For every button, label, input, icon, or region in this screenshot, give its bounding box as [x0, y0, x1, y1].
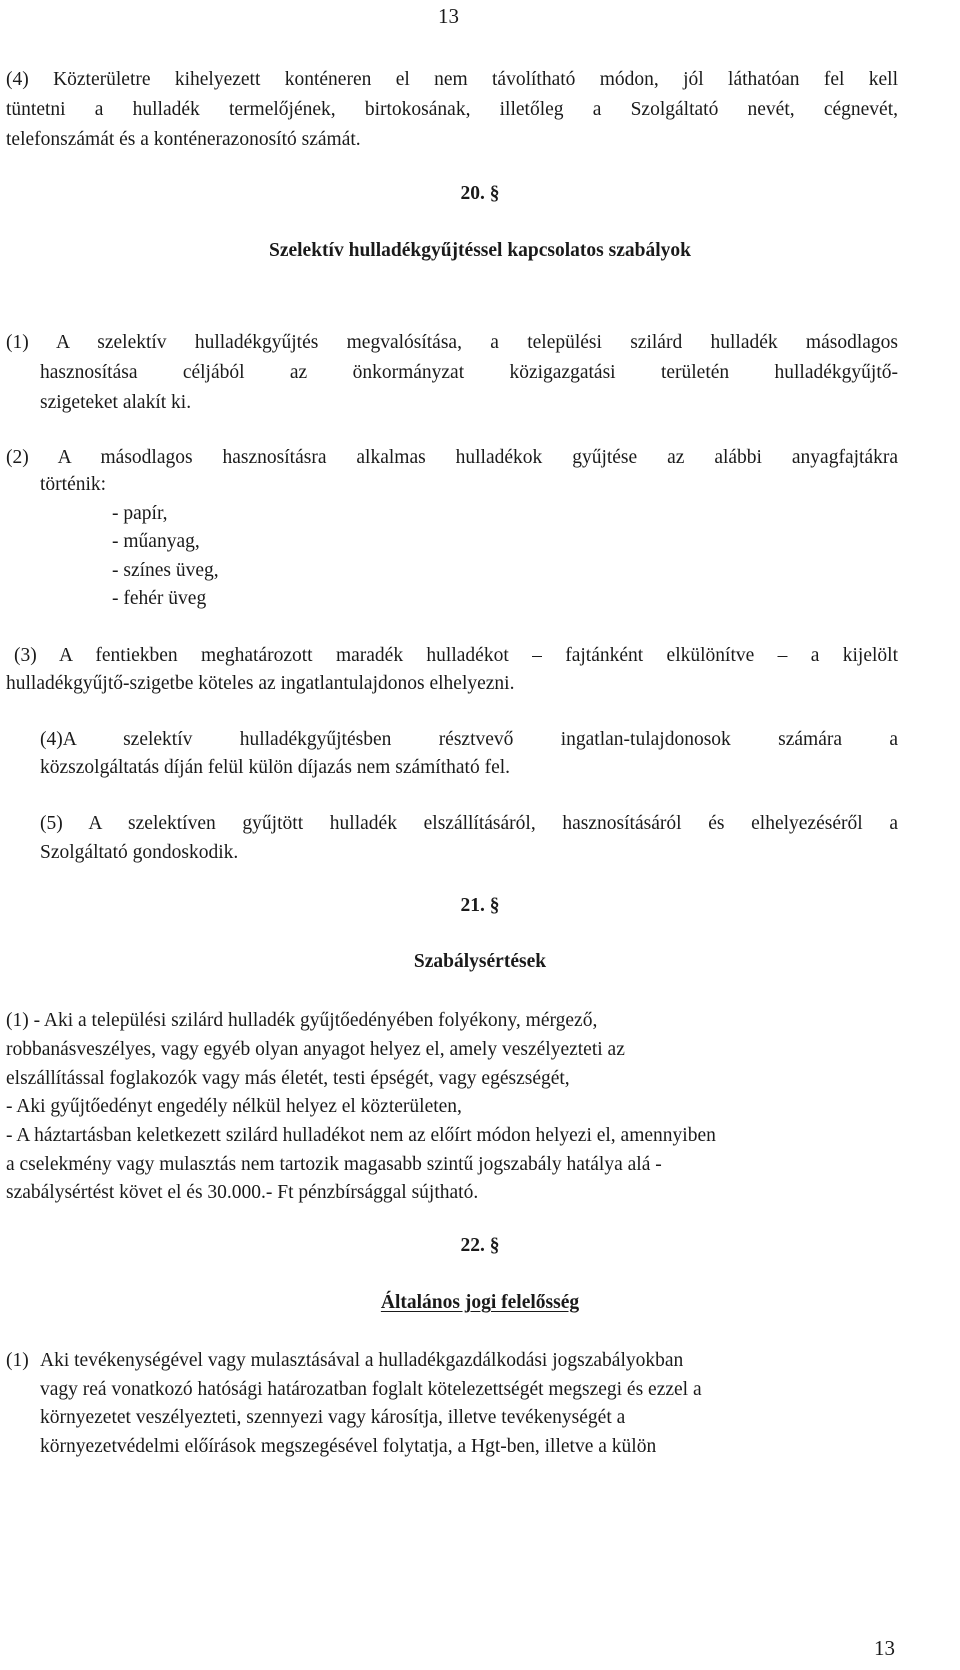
- s21-line: (1) - Aki a települési szilárd hulladék gyűjtőedényében folyékony, mérgező,: [6, 1010, 598, 1031]
- s20-p4-line-1: (4)A szelektív hulladékgyűjtésben résztvevő ingatlan-tulajdonosok számára a: [40, 729, 898, 750]
- s20-p2-line-2: történik:: [40, 474, 107, 495]
- section-21-title: Szabálysértések: [413, 951, 547, 972]
- s21-line: robbanásveszélyes, vagy egyéb olyan anyagot helyez el, amely veszélyezteti az: [6, 1039, 625, 1060]
- s20-p4-line-2: közszolgáltatás díján felül külön díjazás nem számítható fel.: [40, 757, 511, 778]
- s20-p2-list-item: - fehér üveg: [112, 588, 207, 609]
- section-22-title: [0, 1292, 960, 1314]
- s20-p3-line-2: hulladékgyűjtő-szigetbe köteles az ingatlantulajdonos elhelyezni.: [6, 673, 515, 694]
- s20-p2-line-1: (2) A másodlagos hasznosításra alkalmas hulladékok gyűjtése az alábbi anyagfajtákra: [6, 447, 898, 468]
- s20-p5-line-1: (5) A szelektíven gyűjtött hulladék elszállításáról, hasznosításáról és elhelyezéséről a: [40, 813, 898, 834]
- section-22-title-text: Általános jogi felelősség: [380, 1292, 580, 1313]
- s22-line: környezetet veszélyezteti, szennyezi vagy károsítja, illetve tevékenységét a: [40, 1407, 626, 1428]
- page-number-bottom: 13: [874, 1636, 895, 1660]
- s20-p5-line-2: Szolgáltató gondoskodik.: [40, 842, 239, 863]
- section-22-number: 22. §: [460, 1235, 500, 1256]
- intro-line-3: telefonszámát és a konténerazonosító számát.: [6, 129, 361, 150]
- s22-line: Aki tevékenységével vagy mulasztásával a hulladékgazdálkodási jogszabályokban: [40, 1350, 684, 1371]
- s20-p2-list-item: - papír,: [112, 503, 168, 524]
- s21-line: elszállítással foglakozók vagy más életét, testi épségét, vagy egészségét,: [6, 1068, 570, 1089]
- s20-p1-line-1: (1) A szelektív hulladékgyűjtés megvalósítása, a települési szilárd hulladék másodlagos: [6, 332, 898, 353]
- s21-line: szabálysértést követ el és 30.000.- Ft pénzbírsággal sújtható.: [6, 1182, 479, 1203]
- s20-p3-line-1: (3) A fentiekben meghatározott maradék hulladékot – fajtánként elkülönítve – a kijelölt: [14, 645, 898, 666]
- s20-p1-line-2: hasznosítása céljából az önkormányzat közigazgatási területén hulladékgyűjtő-: [40, 362, 898, 383]
- s22-line: környezetvédelmi előírások megszegésével folytatja, a Hgt-ben, illetve a külön: [40, 1436, 657, 1457]
- s20-p2-list-item: - színes üveg,: [112, 560, 219, 581]
- s20-p1-line-3: szigeteket alakít ki.: [40, 392, 192, 413]
- section-20-title: Szelektív hulladékgyűjtéssel kapcsolatos szabályok: [268, 240, 691, 261]
- s22-line: vagy reá vonatkozó hatósági határozatban foglalt kötelezettségét megszegi és ezzel a: [40, 1379, 702, 1400]
- section-20-number: 20. §: [460, 183, 500, 204]
- page-number-top: 13: [438, 4, 459, 28]
- section-21-number: 21. §: [460, 895, 500, 916]
- s20-p2-list-item: - műanyag,: [112, 531, 200, 552]
- s21-line: a cselekmény vagy mulasztás nem tartozik magasabb szintű jogszabály hatálya alá -: [6, 1154, 662, 1175]
- intro-line-1: (4) Közterületre kihelyezett konténeren el nem távolítható módon, jól láthatóan fel kell: [6, 69, 898, 90]
- s21-line: - A háztartásban keletkezett szilárd hulladékot nem az előírt módon helyezi el, amennyiben: [6, 1125, 716, 1146]
- s22-paragraph-marker: (1): [6, 1350, 29, 1371]
- intro-line-2: tüntetni a hulladék termelőjének, birtokosának, illetőleg a Szolgáltató nevét, cégnevét,: [6, 99, 898, 120]
- s21-line: - Aki gyűjtőedényt engedély nélkül helyez el közterületen,: [6, 1096, 462, 1117]
